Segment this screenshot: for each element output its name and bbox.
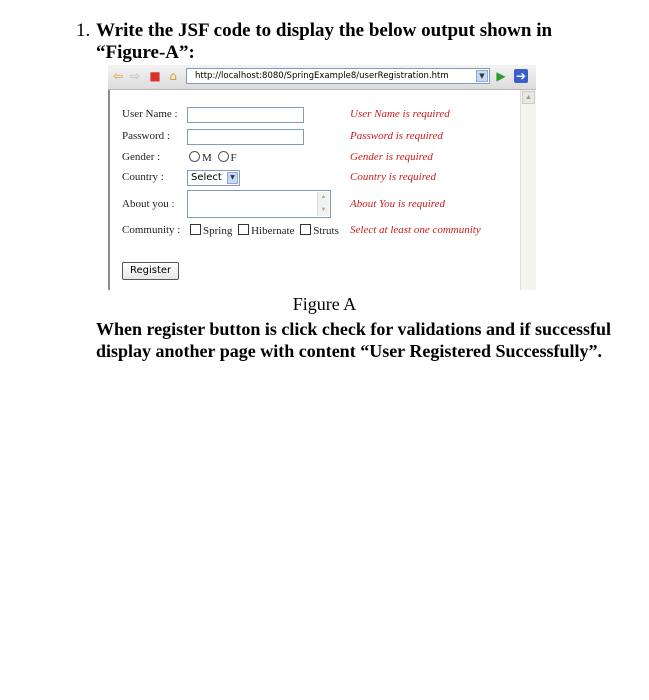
about-textarea[interactable] — [187, 190, 331, 218]
go-button-icon[interactable]: ➔ — [515, 69, 527, 83]
country-error: Country is required — [350, 171, 436, 183]
question-number: 1. — [76, 20, 91, 41]
hibernate-label: Hibernate — [251, 225, 295, 237]
username-input[interactable] — [187, 107, 304, 123]
scroll-down-icon[interactable]: ▼ — [320, 207, 327, 213]
struts-label: Struts — [313, 225, 339, 237]
instruction-text: When register button is click check for validations and if successful display another page with content “User Registered Successfully”. — [96, 319, 612, 361]
password-error: Password is required — [350, 130, 443, 142]
about-label: About you : — [122, 198, 175, 210]
stop-icon[interactable]: ■ — [149, 69, 161, 83]
question-text: Write the JSF code to display the below output shown in “Figure-A”: — [96, 20, 553, 63]
browser-toolbar — [108, 65, 536, 90]
gender-m-label: M — [202, 152, 212, 164]
scroll-up-icon[interactable]: ▲ — [320, 194, 327, 200]
address-bar[interactable] — [186, 68, 490, 84]
password-input[interactable] — [187, 129, 304, 145]
back-icon[interactable]: ⇦ — [112, 69, 124, 83]
username-error: User Name is required — [350, 108, 450, 120]
home-icon[interactable]: ⌂ — [169, 69, 177, 83]
chevron-down-icon[interactable]: ▼ — [227, 172, 238, 184]
chevron-down-icon[interactable]: ▼ — [476, 70, 488, 82]
browser-window — [108, 65, 536, 290]
address-url: http://localhost:8080/SpringExample8/userRegistration.htm — [195, 71, 449, 81]
textarea-scrollbar[interactable] — [317, 192, 329, 216]
community-label: Community : — [122, 224, 181, 236]
gender-f-label: F — [230, 152, 237, 164]
forward-icon[interactable]: ⇨ — [129, 69, 141, 83]
community-error: Select at least one community — [350, 224, 481, 236]
hibernate-checkbox[interactable] — [238, 224, 249, 235]
register-button[interactable]: Register — [122, 262, 179, 280]
password-label: Password : — [122, 130, 170, 142]
spring-label: Spring — [203, 225, 233, 237]
country-label: Country : — [122, 171, 164, 183]
country-selected-value: Select — [191, 172, 222, 183]
browser-page — [108, 90, 520, 290]
gender-f-radio[interactable] — [218, 151, 229, 162]
gender-error: Gender is required — [350, 151, 433, 163]
page-scrollbar[interactable] — [520, 90, 536, 290]
community-checkbox-group — [190, 224, 339, 237]
about-error: About You is required — [350, 198, 446, 210]
country-select[interactable] — [187, 170, 240, 186]
go-icon[interactable]: ▶ — [496, 69, 506, 83]
struts-checkbox[interactable] — [300, 224, 311, 235]
gender-radio-group — [189, 151, 237, 164]
scroll-up-icon[interactable]: ▲ — [522, 91, 535, 104]
spring-checkbox[interactable] — [190, 224, 201, 235]
username-label: User Name : — [122, 108, 178, 120]
gender-m-radio[interactable] — [189, 151, 200, 162]
figure-caption: Figure A — [292, 294, 357, 314]
gender-label: Gender : — [122, 151, 161, 163]
